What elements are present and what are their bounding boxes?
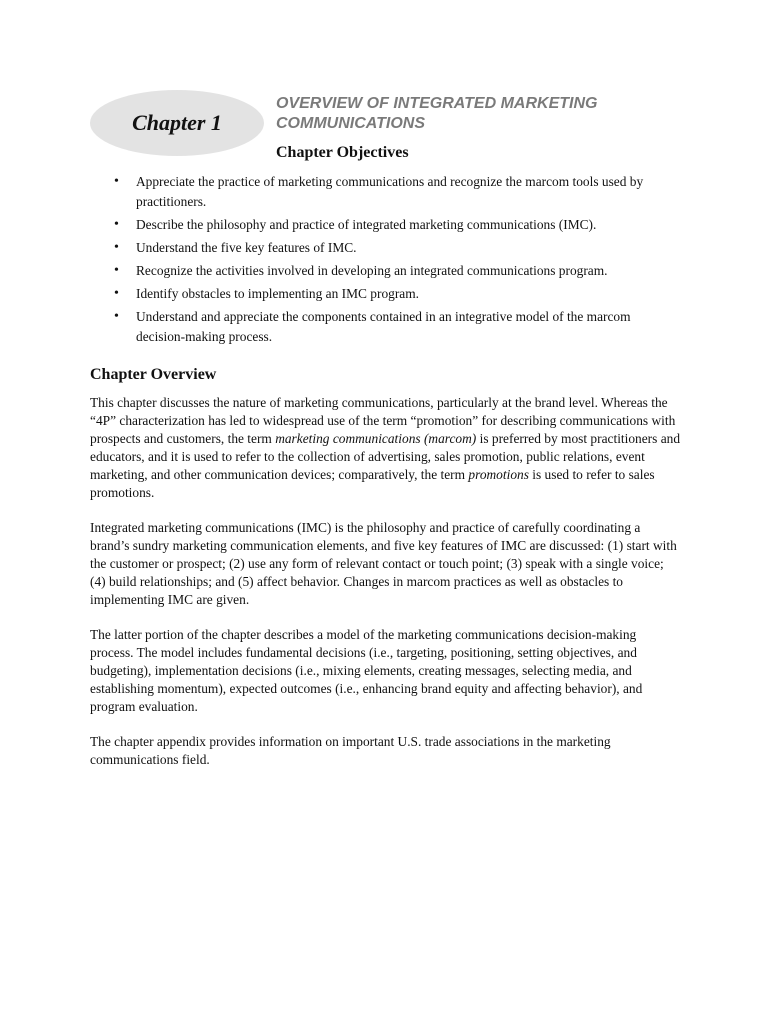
- overview-body: [90, 394, 682, 786]
- overview-paragraph-4: The chapter appendix provides information on important U.S. trade associations in the marketing communications field.: [90, 734, 611, 767]
- objective-item: • Understand the five key features of IMC.: [112, 238, 672, 258]
- overview-paragraph-2: Integrated marketing communications (IMC) is the philosophy and practice of carefully coordinating a brand’s sundry marketing communication elements, and five key features of IMC are discussed: (1) start with the customer or prospect; (2) use any form of relevant contact or touch point; (3) speak with a single voice; (4) build relationships; and (5) affect behavior. Changes in marcom practices as well as obstacles to implementing IMC are given.: [90, 520, 677, 607]
- overview-paragraph-3: The latter portion of the chapter describes a model of the marketing communications decision-making process. The model includes fundamental decisions (i.e., targeting, positioning, setting objectives, and budgeting), implementation decisions (i.e., mixing elements, creating messages, selecting media, and establishing momentum), expected outcomes (i.e., enhancing brand equity and affecting behavior), and program evaluation.: [90, 627, 643, 714]
- objective-item: • Recognize the activities involved in developing an integrated communications program.: [112, 261, 672, 281]
- chapter-number-label: Chapter 1: [132, 110, 222, 135]
- term-marketing-communications: marketing communications (marcom): [275, 431, 477, 446]
- overview-paragraph-1: [90, 394, 682, 502]
- overview-text: is used to refer to sales promotions.: [90, 467, 655, 500]
- chapter-title: OVERVIEW OF INTEGRATED MARKETING COMMUNICATIONS: [276, 95, 598, 132]
- overview-heading: Chapter Overview: [90, 366, 217, 383]
- objective-item: • Identify obstacles to implementing an IMC program.: [112, 284, 672, 304]
- objective-item: • Appreciate the practice of marketing communications and recognize the marcom tools used by practitioners.: [112, 172, 672, 212]
- chapter-number-badge: [90, 90, 264, 156]
- term-promotions: promotions: [468, 467, 529, 482]
- objectives-list: [112, 172, 672, 350]
- overview-text: is preferred by most practitioners and educators, and it is used to refer to the collection of advertising, sales promotion, public relations, event marketing, and other communication devices; comparatively, the term: [90, 431, 681, 482]
- objective-item: • Describe the philosophy and practice of integrated marketing communications (IMC).: [112, 215, 672, 235]
- objective-item: • Understand and appreciate the components contained in an integrative model of the marcom decision-making process.: [112, 307, 672, 347]
- objectives-heading: Chapter Objectives: [276, 144, 409, 161]
- overview-text: This chapter discusses the nature of marketing communications, particularly at the brand level. Whereas the “4P” characterization has led to widespread use of the term “promotion” for describing communications with prospects and customers, the term: [90, 395, 676, 446]
